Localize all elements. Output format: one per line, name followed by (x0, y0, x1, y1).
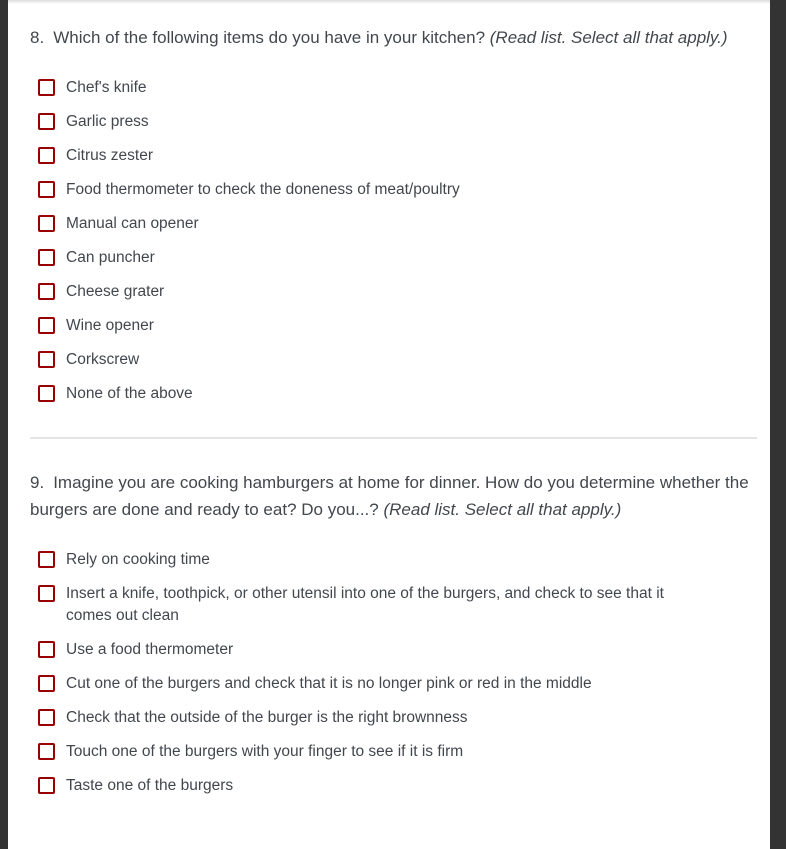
checkbox-option[interactable] (30, 741, 770, 763)
checkbox-option-label: Corkscrew (66, 351, 140, 368)
checkbox-option[interactable] (30, 639, 770, 661)
checkbox-option-label: Can puncher (66, 249, 155, 266)
checkbox[interactable] (38, 743, 55, 760)
checkbox-option-label: Food thermometer to check the doneness of meat/poultry (66, 181, 460, 198)
question-instruction: (Read list. Select all that apply.) (489, 28, 728, 47)
checkbox-option-label: Cut one of the burgers and check that it is no longer pink or red in the middle (66, 675, 592, 692)
checkbox[interactable] (38, 551, 55, 568)
checkbox[interactable] (38, 585, 55, 602)
question-8 (30, 24, 770, 405)
checkbox-option[interactable] (30, 213, 770, 235)
window-frame-right (770, 0, 786, 849)
checkbox-option[interactable] (30, 77, 770, 99)
checkbox-option[interactable] (30, 549, 770, 571)
checkbox-option[interactable] (30, 673, 770, 695)
checkbox[interactable] (38, 249, 55, 266)
checkbox-option-label: Taste one of the burgers (66, 777, 234, 794)
checkbox-option-label: Manual can opener (66, 215, 199, 232)
checkbox-option-label: Use a food thermometer (66, 641, 234, 658)
checkbox-option[interactable] (30, 349, 770, 371)
checkbox-option-label: Rely on cooking time (66, 551, 210, 568)
question-8-text (30, 24, 756, 51)
checkbox-option-label: Insert a knife, toothpick, or other utensil into one of the burgers, and check to see that it comes out clean (66, 585, 664, 624)
checkbox[interactable] (38, 641, 55, 658)
checkbox-option-label: Cheese grater (66, 283, 165, 300)
question-body: Which of the following items do you have in your kitchen? (53, 28, 486, 47)
checkbox[interactable] (38, 317, 55, 334)
checkbox-option-label: Wine opener (66, 317, 154, 334)
checkbox-option-label: Touch one of the burgers with your finger to see if it is firm (66, 743, 464, 760)
checkbox[interactable] (38, 675, 55, 692)
checkbox-option[interactable] (30, 315, 770, 337)
checkbox-option-label: None of the above (66, 385, 193, 402)
checkbox-option[interactable] (30, 179, 770, 201)
checkbox-option[interactable] (30, 247, 770, 269)
question-9-options (30, 549, 770, 797)
checkbox[interactable] (38, 385, 55, 402)
checkbox[interactable] (38, 215, 55, 232)
checkbox-option[interactable] (30, 111, 770, 133)
question-9-text (30, 469, 756, 523)
checkbox[interactable] (38, 777, 55, 794)
checkbox[interactable] (38, 113, 55, 130)
question-9 (30, 469, 770, 797)
checkbox[interactable] (38, 181, 55, 198)
question-divider (30, 437, 757, 439)
checkbox-option[interactable] (30, 145, 770, 167)
checkbox-option[interactable] (30, 281, 770, 303)
survey-page (8, 0, 770, 849)
checkbox[interactable] (38, 147, 55, 164)
checkbox-option-label: Citrus zester (66, 147, 153, 164)
checkbox-option[interactable] (30, 383, 770, 405)
checkbox-option-label: Garlic press (66, 113, 149, 130)
question-instruction: (Read list. Select all that apply.) (383, 500, 622, 519)
checkbox[interactable] (38, 351, 55, 368)
checkbox-option[interactable] (30, 707, 770, 729)
question-body: Imagine you are cooking hamburgers at home for dinner. How do you determine whether the burgers are done and ready to eat? Do you...? (30, 473, 749, 519)
checkbox[interactable] (38, 709, 55, 726)
checkbox-option-label: Check that the outside of the burger is the right brownness (66, 709, 468, 726)
question-8-options (30, 77, 770, 405)
checkbox-option-label: Chef's knife (66, 79, 147, 96)
question-number: 8. (30, 28, 45, 47)
checkbox-option[interactable] (30, 583, 770, 627)
window-frame-left (0, 0, 8, 849)
question-number: 9. (30, 473, 45, 492)
checkbox[interactable] (38, 283, 55, 300)
checkbox[interactable] (38, 79, 55, 96)
checkbox-option[interactable] (30, 775, 770, 797)
